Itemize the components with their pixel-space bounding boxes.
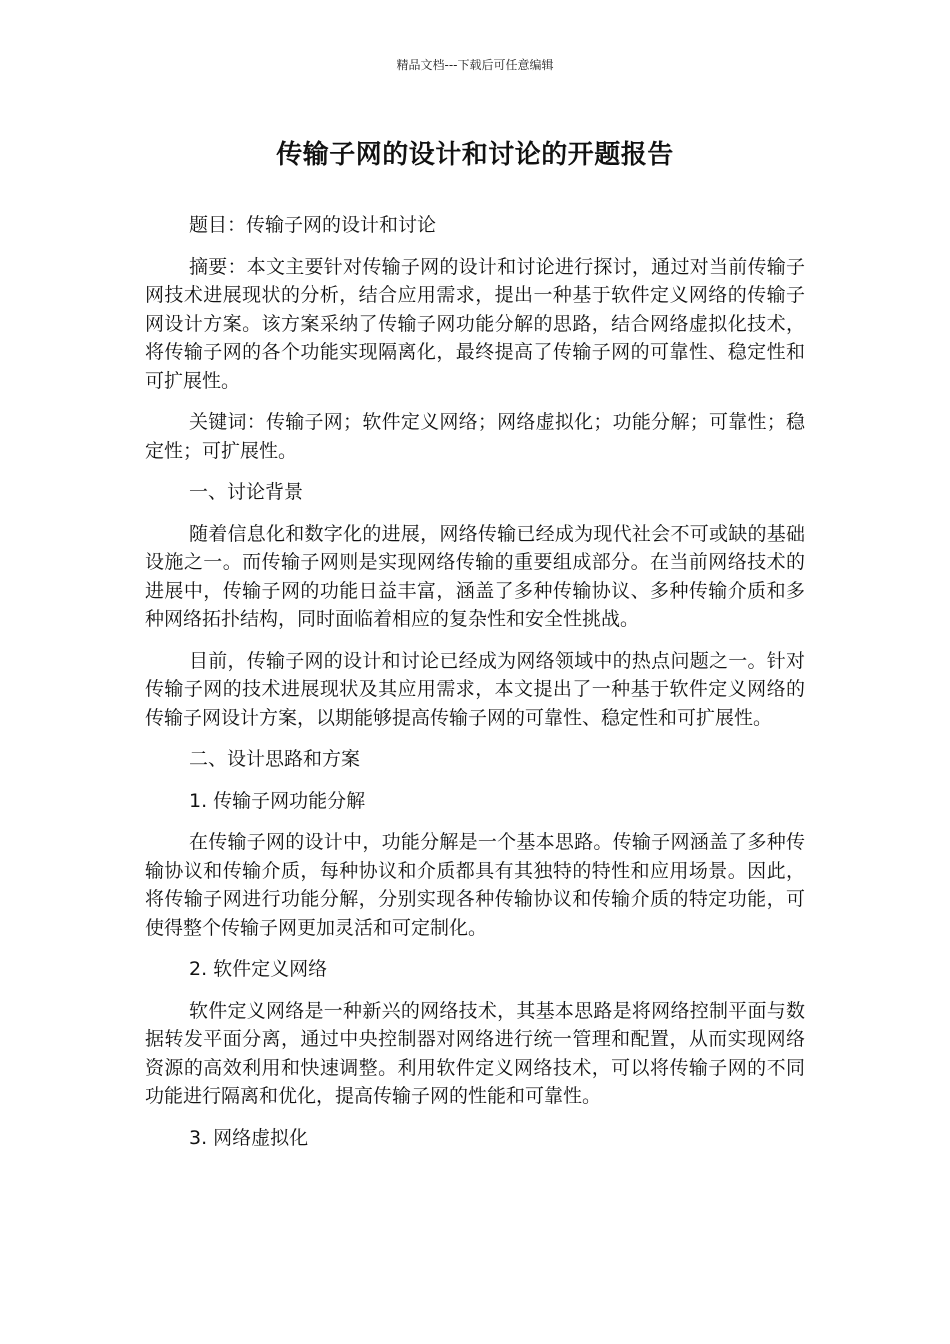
sdn-paragraph: 软件定义网络是一种新兴的网络技术，其基本思路是将网络控制平面与数据转发平面分离，通过中央控制器对网络进行统一管理和配置，从而实现网络资源的高效利用和快速调整。利用软件定义网络技术，可以将传输子网的不同功能进行隔离和优化，提高传输子网的性能和可靠性。 — [145, 999, 805, 1107]
keywords-paragraph: 关键词：传输子网；软件定义网络；网络虚拟化；功能分解；可靠性；稳定性；可扩展性。 — [145, 411, 805, 462]
subsection-heading-sdn: 2. 软件定义网络 — [189, 958, 328, 980]
section-heading-design: 二、设计思路和方案 — [189, 748, 361, 770]
section-heading-background: 一、讨论背景 — [189, 481, 304, 503]
subsection-heading-virtualization: 3. 网络虚拟化 — [189, 1126, 309, 1149]
page-header-note: 精品文档---下载后可任意编辑 — [396, 58, 554, 72]
decomposition-paragraph: 在传输子网的设计中，功能分解是一个基本思路。传输子网涵盖了多种传输协议和传输介质，每种协议和介质都具有其独特的特性和应用场景。因此，将传输子网进行功能分解，分别实现各种传输协议和传输介质的特定功能，可使得整个传输子网更加灵活和可定制化。 — [145, 831, 805, 939]
topic-line: 题目：传输子网的设计和讨论 — [189, 214, 437, 236]
background-paragraph-2: 目前，传输子网的设计和讨论已经成为网络领域中的热点问题之一。针对传输子网的技术进展现状及其应用需求，本文提出了一种基于软件定义网络的传输子网设计方案，以期能够提高传输子网的可靠性、稳定性和可扩展性。 — [145, 649, 805, 729]
background-paragraph-1: 随着信息化和数字化的进展，网络传输已经成为现代社会不可或缺的基础设施之一。而传输子网则是实现网络传输的重要组成部分。在当前网络技术的进展中，传输子网的功能日益丰富，涵盖了多种传输协议、多种传输介质和多种网络拓扑结构，同时面临着相应的复杂性和安全性挑战。 — [145, 522, 805, 630]
abstract-paragraph: 摘要：本文主要针对传输子网的设计和讨论进行探讨，通过对当前传输子网技术进展现状的分析，结合应用需求，提出一种基于软件定义网络的传输子网设计方案。该方案采纳了传输子网功能分解的思路，结合网络虚拟化技术，将传输子网的各个功能实现隔离化，最终提高了传输子网的可靠性、稳定性和可扩展性。 — [145, 255, 805, 392]
document-title: 传输子网的设计和讨论的开题报告 — [276, 140, 674, 170]
document-body — [145, 211, 805, 1165]
subsection-heading-decomposition: 1. 传输子网功能分解 — [189, 789, 366, 812]
